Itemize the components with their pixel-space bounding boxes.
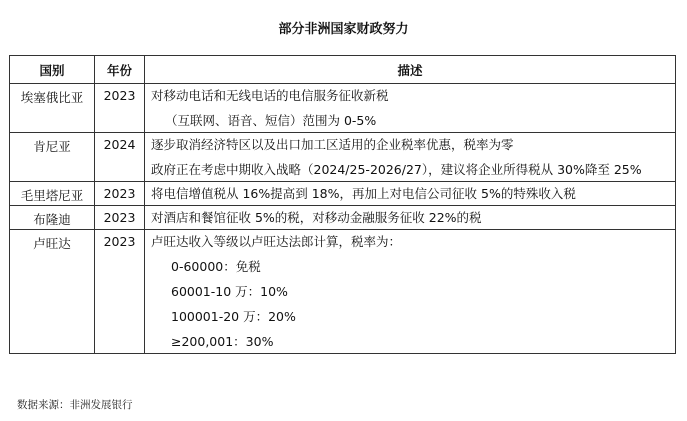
- description-line: 卢旺达收入等级以卢旺达法郎计算，税率为：: [151, 234, 402, 249]
- country-cell: 肯尼亚: [10, 133, 95, 182]
- description-line: 100001-20 万：20%: [171, 309, 296, 324]
- year-cell: 2023: [95, 230, 145, 354]
- description-cell: [145, 230, 676, 354]
- header-year: 年份: [95, 56, 145, 84]
- description-cell: [145, 206, 676, 230]
- table-row: [10, 133, 676, 182]
- description-line: ≥200,001：30%: [171, 334, 274, 349]
- description-line: （互联网、语音、短信）范围为 0-5%: [165, 113, 377, 128]
- year-cell: 2023: [95, 84, 145, 133]
- description-line: 将电信增值税从 16%提高到 18%，再加上对电信公司征收 5%的特殊收入税: [151, 186, 576, 201]
- table-row: [10, 206, 676, 230]
- description-line: 对酒店和餐馆征收 5%的税，对移动金融服务征收 22%的税: [151, 210, 482, 225]
- year-cell: 2023: [95, 182, 145, 206]
- description-cell: [145, 182, 676, 206]
- document-title: 部分非洲国家财政努力: [278, 22, 409, 37]
- description-cell: [145, 84, 676, 133]
- header-description: 描述: [145, 56, 676, 84]
- data-source-note: 数据来源：非洲发展银行: [17, 399, 133, 411]
- country-cell: 埃塞俄比亚: [10, 84, 95, 133]
- table-row: [10, 230, 676, 354]
- description-cell: [145, 133, 676, 182]
- description-line: 政府正在考虑中期收入战略（2024/25-2026/27），建议将企业所得税从 30%降至 25%: [151, 162, 642, 177]
- header-country: 国别: [10, 56, 95, 84]
- table-row: [10, 84, 676, 133]
- table-header-row: [10, 56, 676, 84]
- country-cell: 毛里塔尼亚: [10, 182, 95, 206]
- description-line: 对移动电话和无线电话的电信服务征收新税: [151, 88, 389, 103]
- description-line: 60001-10 万：10%: [171, 284, 288, 299]
- policy-table: [9, 55, 676, 354]
- table-row: [10, 182, 676, 206]
- description-line: 0-60000：免税: [171, 259, 261, 274]
- year-cell: 2023: [95, 206, 145, 230]
- year-cell: 2024: [95, 133, 145, 182]
- description-line: 逐步取消经济特区以及出口加工区适用的企业税率优惠，税率为零: [151, 137, 514, 152]
- country-cell: 布隆迪: [10, 206, 95, 230]
- country-cell: 卢旺达: [10, 230, 95, 354]
